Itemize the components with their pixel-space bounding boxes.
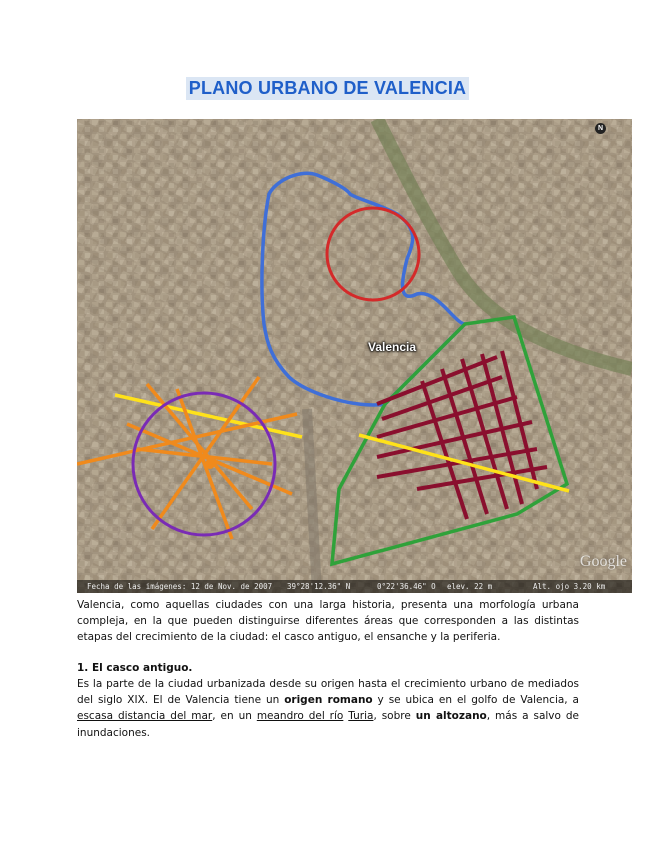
- satellite-map: [77, 119, 632, 593]
- p2-text-2: y se ubica en el golfo de Valencia, a: [372, 694, 579, 707]
- radial-hub: [205, 459, 215, 469]
- status-lat: 39°28'12.36" N: [287, 582, 351, 591]
- p2-text-3: , en un: [212, 710, 257, 723]
- title-wrapper: [0, 77, 655, 100]
- map-shade: [77, 119, 632, 593]
- city-label: Valencia: [368, 340, 417, 354]
- status-elev: elev. 22 m: [447, 582, 493, 591]
- p2-underline-mar: escasa distancia del mar: [77, 710, 213, 723]
- p2-underline-turia: Turia: [348, 710, 374, 723]
- p2-bold-origen: origen romano: [284, 694, 373, 707]
- casco-antiguo-paragraph: [77, 676, 579, 741]
- p2-bold-altozano: un altozano: [415, 710, 487, 723]
- status-alt: Alt. ojo 3.20 km: [533, 582, 606, 591]
- p2-text-5: , sobre: [373, 710, 416, 723]
- intro-paragraph: Valencia, como aquellas ciudades con una larga historia, presenta una morfología urbana compleja, en la que pueden distinguirse diferentes áreas que corresponden a las distintas etapas del crecimiento de la ciudad: el casco antiguo, el ensanche y la periferia.: [77, 599, 579, 644]
- map-status-bar: [77, 580, 632, 593]
- p2-text-1: Es la parte de la ciudad urbanizada desde su origen hasta el crecimiento urbano de mediados del siglo XIX. El de Valencia tiene un: [77, 678, 579, 707]
- section-heading-casco-antiguo: 1. El casco antiguo.: [77, 662, 193, 674]
- p2-underline-meandro: meandro del río: [256, 710, 344, 723]
- status-lon: 0°22'36.46" O: [377, 582, 436, 591]
- north-badge[interactable]: N: [595, 123, 606, 134]
- map-canvas: [77, 119, 632, 593]
- status-date: Fecha de las imágenes: 12 de Nov. de 2007: [87, 582, 273, 591]
- page-title: PLANO URBANO DE VALENCIA: [186, 77, 469, 100]
- p2-text-6: , más a salvo de inundaciones.: [77, 710, 579, 739]
- google-watermark: Google: [579, 553, 627, 570]
